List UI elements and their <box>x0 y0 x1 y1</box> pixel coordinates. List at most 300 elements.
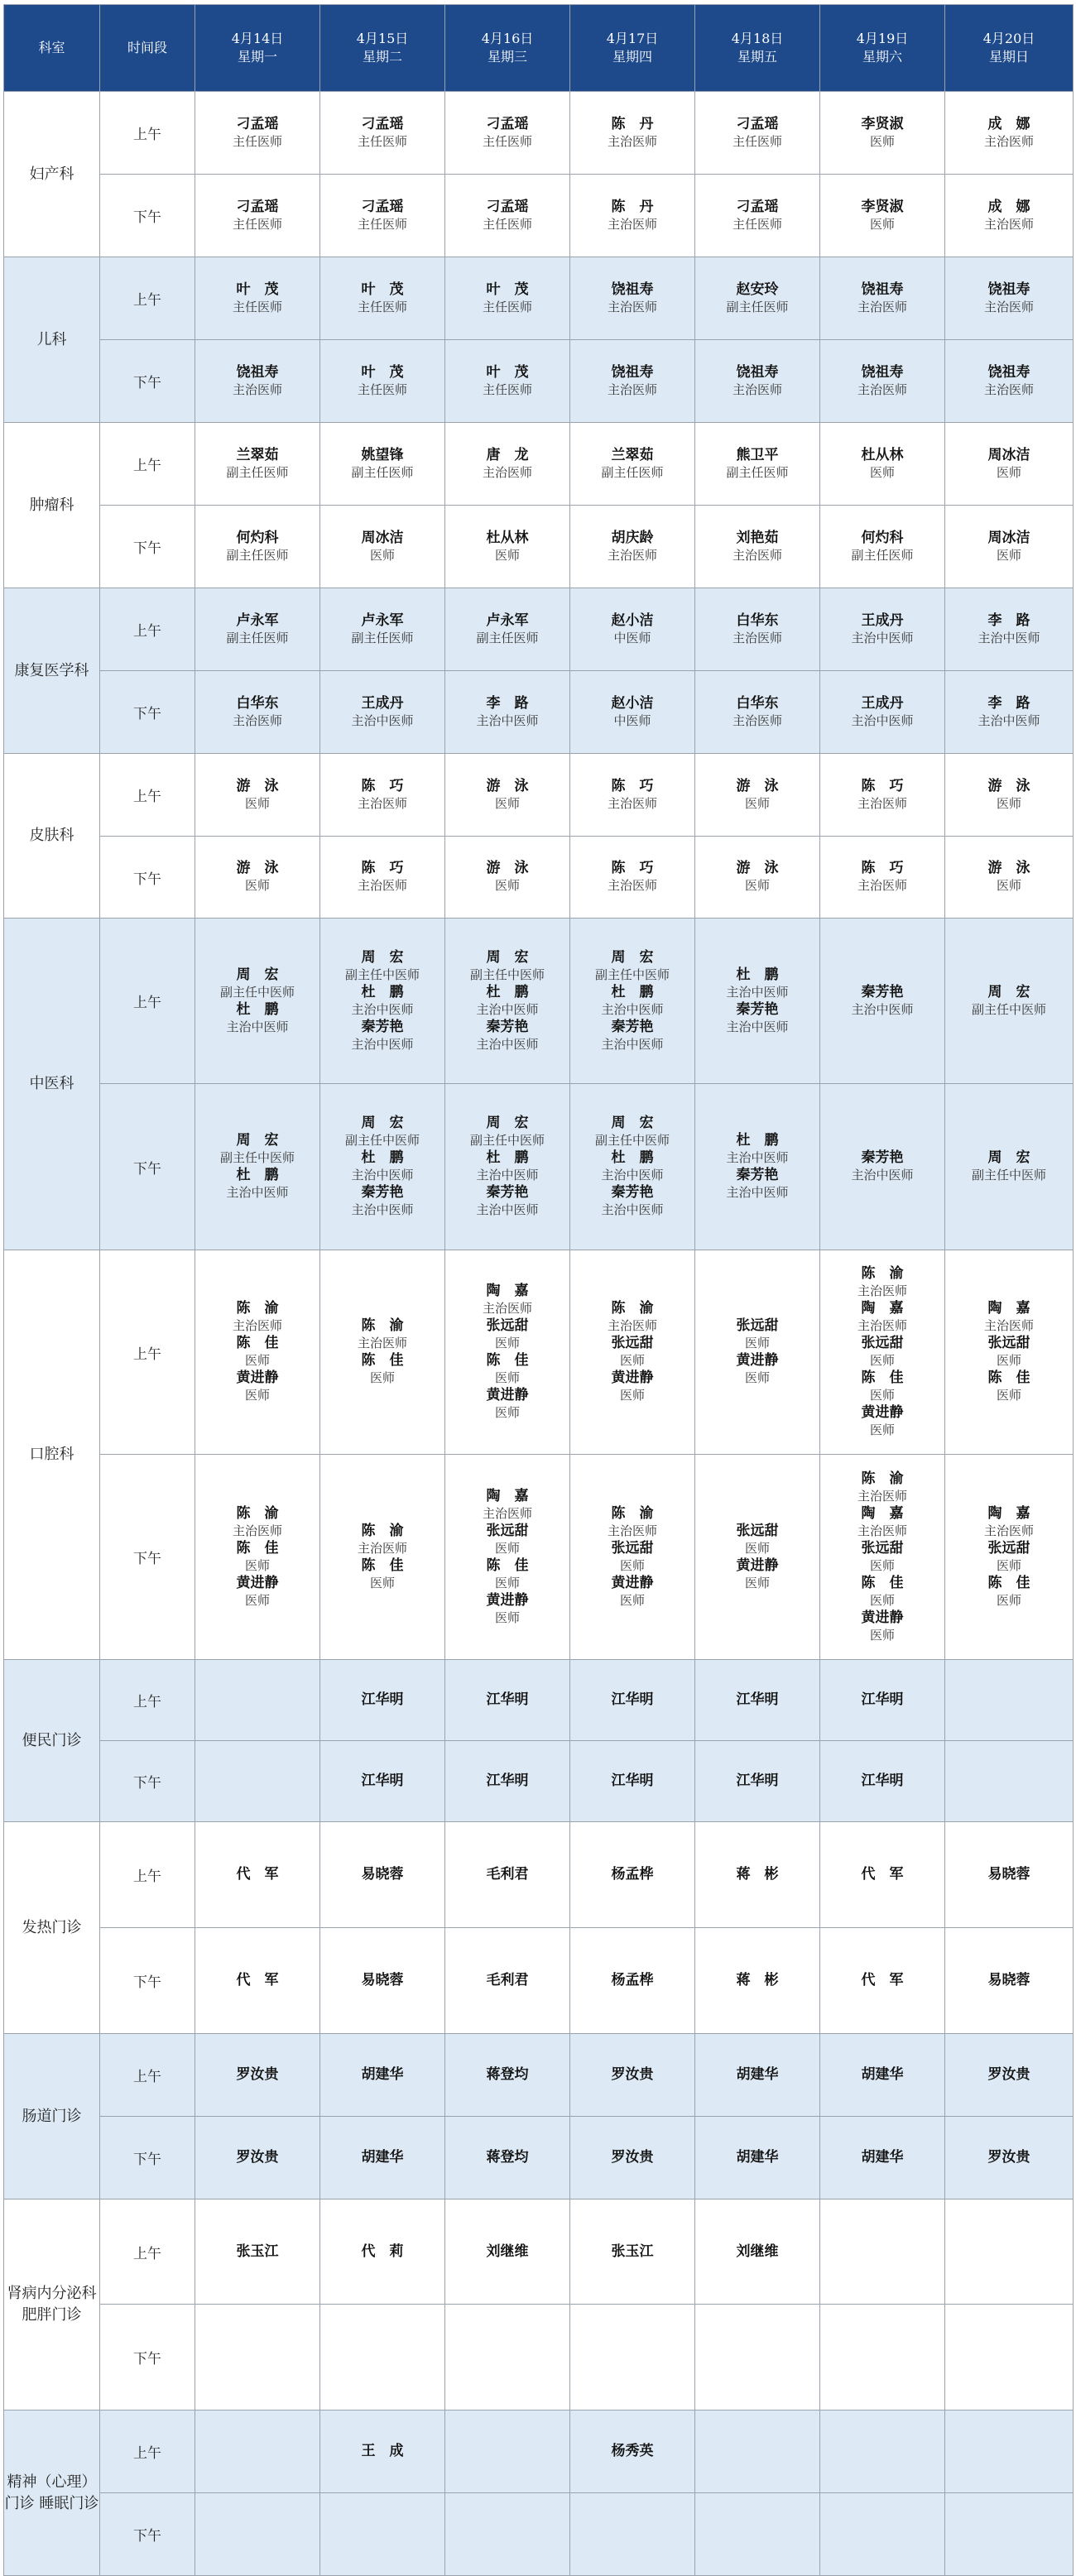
schedule-cell <box>820 423 945 506</box>
doctor-name: 张远甜 <box>736 1522 779 1539</box>
doctor-title: 医师 <box>996 547 1021 563</box>
schedule-cell <box>695 175 820 257</box>
schedule-cell <box>945 588 1074 671</box>
schedule-cell <box>570 754 695 837</box>
doctor-entry <box>445 1149 569 1184</box>
doctor-entry <box>945 1505 1073 1540</box>
doctor-name: 陈 巧 <box>611 860 654 876</box>
doctor-entry <box>820 1300 944 1335</box>
schedule-cell <box>945 92 1074 175</box>
doctor-name: 唐 龙 <box>486 446 529 463</box>
doctor-title: 主治中医师 <box>226 1019 289 1034</box>
doctor-name: 陈 佳 <box>236 1539 279 1557</box>
doctor-entry <box>320 1317 444 1352</box>
doctor-entry <box>445 1866 569 1883</box>
doctor-name: 代 军 <box>236 1972 279 1988</box>
doctor-entry <box>320 281 444 316</box>
doctor-name: 易晓蓉 <box>361 1972 404 1988</box>
doctor-title: 主治中医师 <box>351 1036 414 1052</box>
doctor-name: 陈 佳 <box>486 1352 529 1369</box>
doctor-title: 医师 <box>744 795 770 811</box>
doctor-entry <box>320 364 444 399</box>
doctor-name: 陈 佳 <box>361 1352 404 1369</box>
doctor-name: 刁孟瑶 <box>486 115 529 132</box>
doctor-title: 主治医师 <box>857 381 907 397</box>
time-slot: 上午 <box>100 1660 195 1741</box>
schedule-cell <box>820 340 945 423</box>
doctor-entry <box>570 1184 694 1219</box>
doctor-name: 罗汝贵 <box>611 2066 654 2083</box>
doctor-name: 陈 巧 <box>361 860 404 876</box>
time-slot: 下午 <box>100 340 195 423</box>
doctor-entry <box>570 530 694 564</box>
time-slot: 上午 <box>100 588 195 671</box>
doctor-entry <box>195 1866 319 1883</box>
schedule-cell <box>570 919 695 1084</box>
doctor-name: 刁孟瑶 <box>736 115 779 132</box>
doctor-name: 游 泳 <box>987 777 1030 794</box>
schedule-cell <box>820 92 945 175</box>
doctor-entry <box>320 199 444 233</box>
doctor-title: 医师 <box>494 547 520 563</box>
schedule-cell <box>195 588 320 671</box>
schedule-cell <box>570 2199 695 2305</box>
doctor-name: 李 路 <box>987 612 1030 629</box>
doctor-name: 黄进静 <box>236 1370 279 1386</box>
header-weekday: 星期二 <box>362 49 402 65</box>
schedule-cell <box>570 340 695 423</box>
doctor-name: 赵小洁 <box>611 694 654 712</box>
doctor-entry <box>195 116 319 151</box>
doctor-name: 黄进静 <box>236 1574 279 1591</box>
doctor-entry <box>570 695 694 730</box>
header-time: 时间段 <box>100 5 195 92</box>
doctor-entry <box>695 1866 819 1883</box>
doctor-title: 医师 <box>619 1592 645 1608</box>
doctor-entry <box>945 1300 1073 1335</box>
doctor-name: 毛利君 <box>486 1972 529 1988</box>
doctor-entry <box>195 364 319 399</box>
doctor-entry <box>695 1557 819 1592</box>
time-slot: 下午 <box>100 175 195 257</box>
doctor-entry <box>695 1352 819 1387</box>
header-day <box>945 5 1074 92</box>
doctor-title: 主治医师 <box>482 464 532 480</box>
doctor-name: 江华明 <box>361 1772 404 1789</box>
doctor-title: 副主任中医师 <box>594 1133 670 1148</box>
doctor-name: 秦芳艳 <box>486 1018 529 1035</box>
doctor-name: 陈 佳 <box>236 1335 279 1351</box>
doctor-title: 医师 <box>996 1353 1021 1368</box>
doctor-title: 副主任中医师 <box>971 1001 1046 1017</box>
doctor-name: 蒋 彬 <box>736 1866 779 1883</box>
doctor-name: 杜 鹏 <box>486 983 529 1000</box>
doctor-title: 主治中医师 <box>351 712 414 728</box>
doctor-entry <box>445 778 569 813</box>
doctor-name: 叶 茂 <box>236 281 279 298</box>
schedule-cell <box>945 1660 1074 1741</box>
doctor-name: 江华明 <box>861 1691 904 1708</box>
schedule-row <box>4 1822 1074 1928</box>
doctor-name: 蒋登均 <box>486 2149 529 2166</box>
header-date: 4月16日 <box>481 31 534 46</box>
schedule-cell <box>195 2411 320 2493</box>
doctor-title: 主治医师 <box>607 878 657 893</box>
schedule-cell <box>570 175 695 257</box>
doctor-title: 主任医师 <box>482 216 532 232</box>
doctor-entry <box>570 860 694 895</box>
schedule-cell <box>195 506 320 588</box>
doctor-name: 秦芳艳 <box>861 983 904 1000</box>
doctor-title: 主治中医师 <box>978 712 1040 728</box>
doctor-name: 王成丹 <box>861 612 904 629</box>
time-slot: 上午 <box>100 1822 195 1928</box>
schedule-cell <box>445 671 570 754</box>
doctor-name: 周 宏 <box>611 948 654 966</box>
doctor-entry <box>195 2149 319 2166</box>
doctor-name: 姚望锋 <box>361 446 404 463</box>
department-name: 肾病内分泌科肥胖门诊 <box>4 2199 100 2411</box>
doctor-entry <box>320 1149 444 1184</box>
doctor-name: 杜 鹏 <box>236 1000 279 1018</box>
doctor-name: 陈 佳 <box>987 1370 1030 1386</box>
doctor-title: 医师 <box>494 1336 520 1350</box>
doctor-title: 副主任医师 <box>351 464 414 480</box>
schedule-cell <box>320 423 445 506</box>
doctor-name: 黄进静 <box>486 1387 529 1403</box>
schedule-row <box>4 1741 1074 1822</box>
doctor-name: 白华东 <box>236 694 279 712</box>
department-name: 口腔科 <box>4 1250 100 1660</box>
doctor-name: 刁孟瑶 <box>486 198 529 215</box>
doctor-name: 李贤淑 <box>861 115 904 132</box>
doctor-entry <box>820 1691 944 1709</box>
doctor-title: 医师 <box>369 547 395 563</box>
time-slot: 上午 <box>100 2034 195 2117</box>
department-name: 便民门诊 <box>4 1660 100 1822</box>
doctor-title: 医师 <box>244 1592 270 1608</box>
doctor-entry <box>320 778 444 813</box>
doctor-title: 主治医师 <box>983 381 1034 397</box>
doctor-name: 兰翠茹 <box>236 446 279 463</box>
schedule-cell <box>320 1455 445 1660</box>
schedule-cell <box>320 1822 445 1928</box>
schedule-cell <box>570 2493 695 2576</box>
doctor-name: 刘继维 <box>486 2243 529 2260</box>
doctor-name: 蒋 彬 <box>736 1972 779 1988</box>
doctor-name: 杜 鹏 <box>236 1167 279 1183</box>
doctor-title: 医师 <box>996 464 1021 480</box>
doctor-name: 胡建华 <box>736 2066 779 2083</box>
header-day <box>820 5 945 92</box>
schedule-cell <box>695 837 820 919</box>
doctor-name: 代 莉 <box>361 2243 404 2260</box>
schedule-row <box>4 1084 1074 1250</box>
schedule-row <box>4 837 1074 919</box>
doctor-entry <box>945 778 1073 813</box>
time-slot: 上午 <box>100 919 195 1084</box>
doctor-entry <box>695 364 819 399</box>
schedule-cell <box>445 1250 570 1455</box>
schedule-cell <box>445 1741 570 1822</box>
doctor-title: 中医师 <box>613 712 651 728</box>
schedule-cell <box>195 754 320 837</box>
doctor-name: 黄进静 <box>611 1574 654 1591</box>
doctor-name: 秦芳艳 <box>361 1018 404 1035</box>
doctor-title: 主任医师 <box>732 216 782 232</box>
doctor-title: 医师 <box>244 795 270 811</box>
doctor-entry <box>695 1691 819 1709</box>
doctor-title: 主治中医师 <box>978 630 1040 645</box>
doctor-entry <box>945 1972 1073 1989</box>
doctor-name: 黄进静 <box>736 1352 779 1369</box>
doctor-entry <box>820 984 944 1019</box>
schedule-cell <box>820 2493 945 2576</box>
doctor-title: 主治中医师 <box>726 984 789 1000</box>
doctor-entry <box>195 1001 319 1036</box>
schedule-cell <box>820 1455 945 1660</box>
schedule-cell <box>820 1084 945 1250</box>
department-name: 皮肤科 <box>4 754 100 919</box>
doctor-name: 刘艳茹 <box>736 529 779 546</box>
schedule-cell <box>695 1455 820 1660</box>
schedule-cell <box>320 837 445 919</box>
department-name: 肠道门诊 <box>4 2034 100 2199</box>
doctor-entry <box>195 2066 319 2084</box>
doctor-entry <box>945 364 1073 399</box>
doctor-name: 周 宏 <box>486 1115 529 1131</box>
doctor-entry <box>445 984 569 1019</box>
doctor-title: 主任医师 <box>482 133 532 149</box>
header-day <box>445 5 570 92</box>
schedule-cell <box>945 1084 1074 1250</box>
doctor-name: 张远甜 <box>861 1539 904 1557</box>
doctor-title: 副主任中医师 <box>469 1133 545 1148</box>
doctor-entry <box>445 1972 569 1989</box>
schedule-cell <box>695 2305 820 2411</box>
doctor-title: 主治中医师 <box>726 1019 789 1034</box>
doctor-title: 医师 <box>869 1627 895 1643</box>
doctor-entry <box>320 1523 444 1557</box>
schedule-cell <box>320 175 445 257</box>
doctor-entry <box>570 949 694 984</box>
doctor-entry <box>695 1772 819 1790</box>
doctor-name: 陈 渝 <box>861 1470 904 1487</box>
schedule-cell <box>445 2199 570 2305</box>
schedule-row <box>4 423 1074 506</box>
doctor-title: 医师 <box>744 1575 770 1590</box>
doctor-title: 主治医师 <box>607 795 657 811</box>
doctor-name: 张远甜 <box>736 1317 779 1334</box>
doctor-name: 黄进静 <box>611 1370 654 1386</box>
doctor-entry <box>695 612 819 647</box>
schedule-cell <box>320 671 445 754</box>
doctor-name: 周冰洁 <box>987 446 1030 463</box>
doctor-name: 代 军 <box>236 1866 279 1883</box>
schedule-cell <box>320 2117 445 2199</box>
doctor-title: 主治医师 <box>607 547 657 563</box>
doctor-name: 叶 茂 <box>486 281 529 298</box>
doctor-entry <box>195 199 319 233</box>
doctor-name: 陈 佳 <box>486 1557 529 1574</box>
doctor-entry <box>445 1523 569 1557</box>
schedule-cell <box>320 1250 445 1455</box>
doctor-name: 杨秀英 <box>611 2443 654 2459</box>
doctor-title: 医师 <box>996 795 1021 811</box>
doctor-name: 陈 渝 <box>361 1522 404 1539</box>
schedule-cell <box>445 506 570 588</box>
doctor-name: 杜 鹏 <box>611 983 654 1000</box>
doctor-name: 代 军 <box>861 1972 904 1988</box>
doctor-title: 医师 <box>369 1370 395 1385</box>
doctor-entry <box>320 116 444 151</box>
doctor-name: 周 宏 <box>987 1149 1030 1166</box>
doctor-name: 易晓蓉 <box>987 1972 1030 1988</box>
schedule-cell <box>195 919 320 1084</box>
schedule-row <box>4 2493 1074 2576</box>
doctor-entry <box>695 967 819 1001</box>
schedule-cell <box>320 2305 445 2411</box>
doctor-entry <box>445 1691 569 1709</box>
doctor-name: 饶祖寿 <box>236 363 279 381</box>
doctor-name: 杜 鹏 <box>736 966 779 983</box>
doctor-name: 胡庆龄 <box>611 529 654 546</box>
doctor-name: 赵小洁 <box>611 612 654 629</box>
doctor-title: 副主任医师 <box>226 464 289 480</box>
time-slot: 上午 <box>100 754 195 837</box>
doctor-entry <box>320 984 444 1019</box>
doctor-entry <box>695 281 819 316</box>
doctor-entry <box>945 281 1073 316</box>
doctor-title: 主治医师 <box>732 630 782 645</box>
doctor-name: 黄进静 <box>861 1404 904 1421</box>
schedule-cell <box>195 340 320 423</box>
schedule-cell <box>320 919 445 1084</box>
doctor-entry <box>695 695 819 730</box>
schedule-cell <box>320 340 445 423</box>
doctor-name: 陈 丹 <box>611 198 654 215</box>
doctor-entry <box>820 1609 944 1644</box>
doctor-name: 李 路 <box>987 694 1030 712</box>
doctor-title: 医师 <box>494 1370 520 1385</box>
doctor-entry <box>945 695 1073 730</box>
time-slot: 下午 <box>100 2117 195 2199</box>
doctor-entry <box>195 1505 319 1540</box>
doctor-entry <box>945 1149 1073 1184</box>
doctor-name: 张远甜 <box>611 1335 654 1351</box>
doctor-entry <box>445 199 569 233</box>
schedule-cell <box>195 1928 320 2034</box>
schedule-cell <box>820 1250 945 1455</box>
doctor-entry <box>945 1575 1073 1609</box>
schedule-cell <box>820 754 945 837</box>
doctor-title: 主治医师 <box>232 1318 282 1333</box>
doctor-name: 叶 茂 <box>361 281 404 298</box>
doctor-name: 赵安玲 <box>736 281 779 298</box>
doctor-entry <box>445 1283 569 1317</box>
header-weekday: 星期四 <box>612 49 652 65</box>
doctor-entry <box>195 281 319 316</box>
schedule-cell <box>570 2034 695 2117</box>
schedule-cell <box>695 588 820 671</box>
doctor-title: 医师 <box>869 1592 895 1608</box>
doctor-entry <box>445 281 569 316</box>
doctor-name: 周 宏 <box>611 1115 654 1131</box>
doctor-entry <box>570 2149 694 2166</box>
doctor-entry <box>445 2243 569 2261</box>
header-weekday: 星期日 <box>988 49 1029 65</box>
doctor-title: 主治医师 <box>857 1523 907 1538</box>
doctor-entry <box>195 1335 319 1370</box>
doctor-entry <box>945 530 1073 564</box>
doctor-entry <box>445 1488 569 1523</box>
doctor-title: 副主任中医师 <box>344 967 420 982</box>
doctor-entry <box>570 1370 694 1404</box>
doctor-name: 卢永军 <box>236 612 279 629</box>
doctor-entry <box>195 1370 319 1404</box>
doctor-name: 王成丹 <box>361 694 404 712</box>
doctor-name: 易晓蓉 <box>361 1866 404 1883</box>
doctor-title: 主任医师 <box>357 381 407 397</box>
doctor-name: 杜 鹏 <box>361 983 404 1000</box>
doctor-entry <box>695 1001 819 1036</box>
department-name: 康复医学科 <box>4 588 100 754</box>
doctor-entry <box>820 695 944 730</box>
schedule-cell <box>195 2305 320 2411</box>
doctor-title: 主治中医师 <box>601 1202 664 1217</box>
doctor-entry <box>695 1167 819 1202</box>
doctor-entry <box>445 695 569 730</box>
doctor-entry <box>570 447 694 482</box>
doctor-entry <box>195 1972 319 1989</box>
doctor-title: 医师 <box>244 878 270 893</box>
doctor-title: 副主任医师 <box>226 547 289 563</box>
time-slot: 下午 <box>100 1928 195 2034</box>
doctor-entry <box>320 1557 444 1592</box>
doctor-name: 叶 茂 <box>486 363 529 381</box>
schedule-cell <box>695 671 820 754</box>
schedule-cell <box>695 1250 820 1455</box>
doctor-title: 副主任医师 <box>351 630 414 645</box>
schedule-cell <box>445 837 570 919</box>
doctor-entry <box>320 447 444 482</box>
doctor-entry <box>320 695 444 730</box>
doctor-entry <box>445 447 569 482</box>
doctor-name: 代 军 <box>861 1866 904 1883</box>
schedule-cell <box>195 257 320 340</box>
doctor-title: 医师 <box>869 216 895 232</box>
schedule-cell <box>195 671 320 754</box>
doctor-entry <box>445 612 569 647</box>
doctor-title: 医师 <box>996 1388 1021 1403</box>
doctor-name: 陈 巧 <box>361 777 404 794</box>
schedule-cell <box>445 588 570 671</box>
doctor-title: 主治中医师 <box>601 1168 664 1182</box>
schedule-cell <box>445 423 570 506</box>
schedule-cell <box>820 506 945 588</box>
doctor-name: 陈 佳 <box>361 1557 404 1574</box>
time-slot: 下午 <box>100 2493 195 2576</box>
doctor-name: 刁孟瑶 <box>236 198 279 215</box>
doctor-name: 胡建华 <box>736 2149 779 2166</box>
doctor-title: 主治中医师 <box>851 630 914 645</box>
doctor-title: 副主任医师 <box>601 464 664 480</box>
doctor-entry <box>695 447 819 482</box>
doctor-entry <box>320 1115 444 1149</box>
doctor-entry <box>820 281 944 316</box>
doctor-entry <box>445 1019 569 1053</box>
doctor-name: 黄进静 <box>736 1557 779 1574</box>
